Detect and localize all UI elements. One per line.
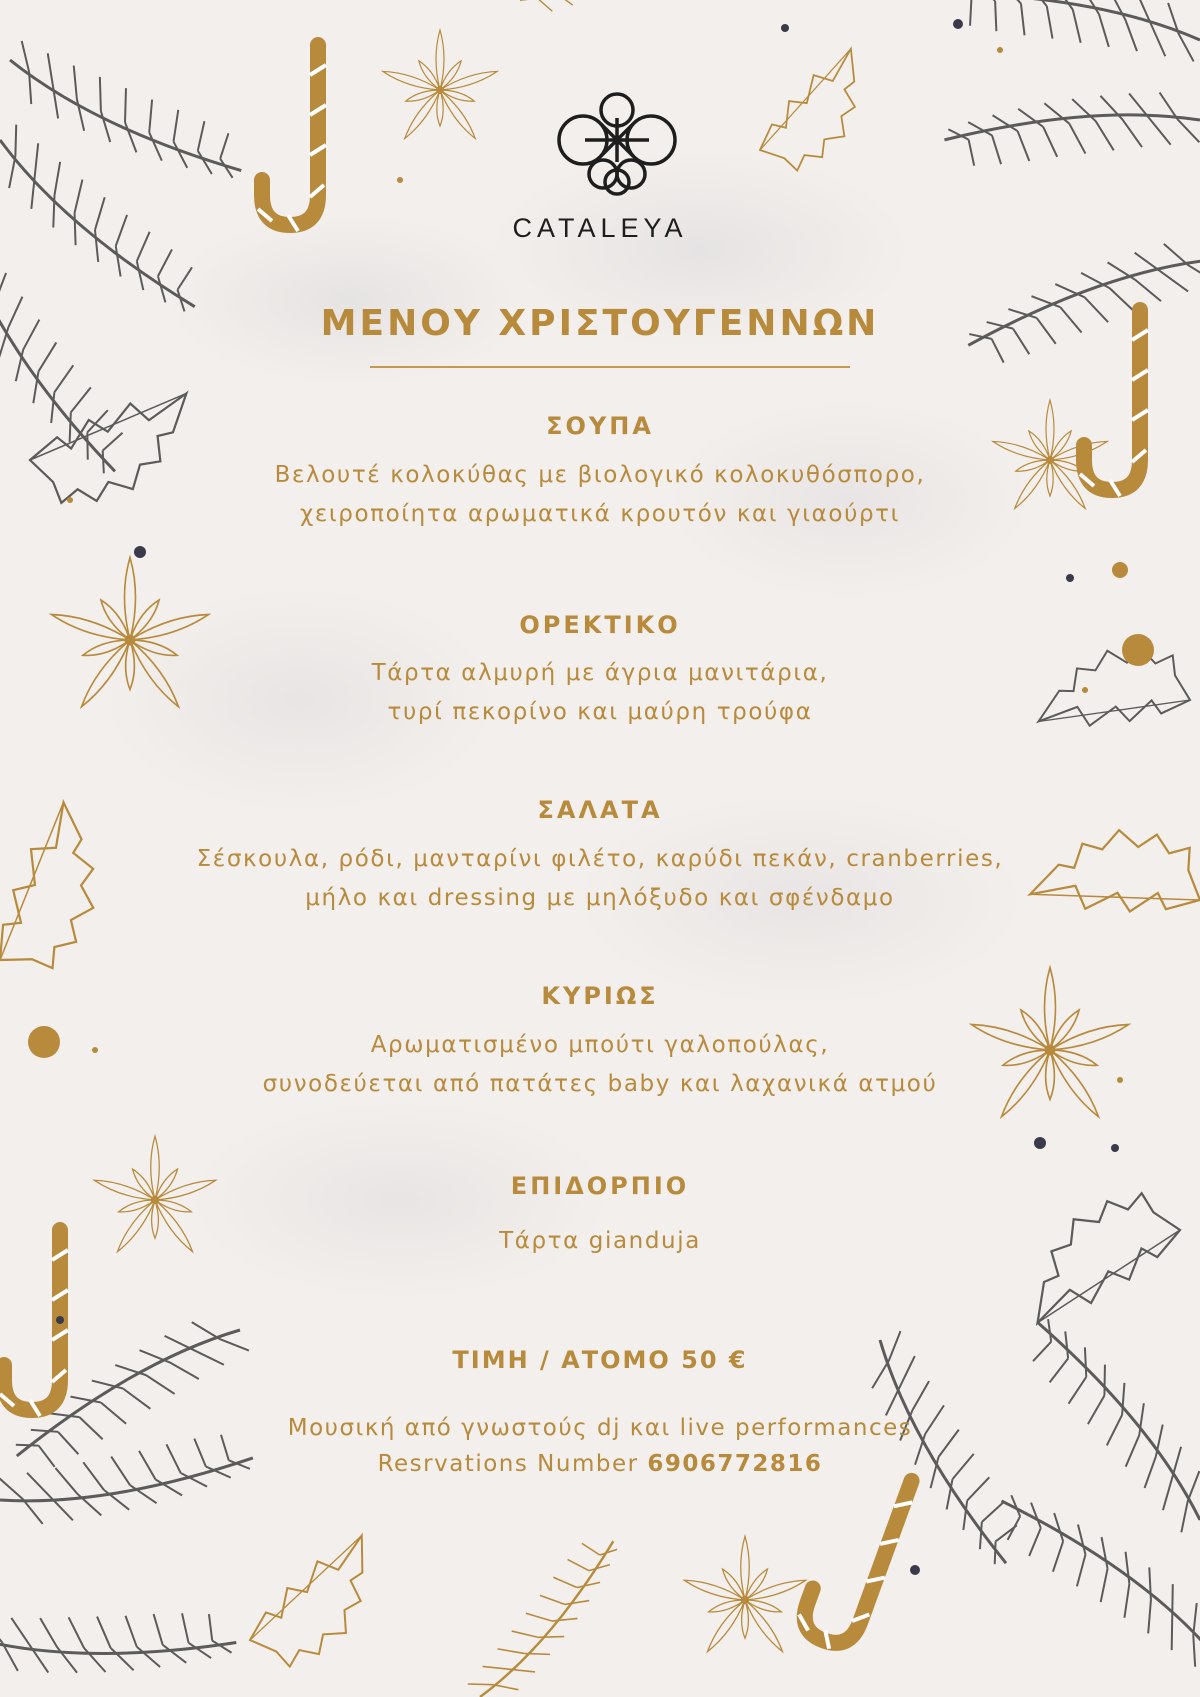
reservations-label: Resrvations Number [377, 1451, 639, 1477]
title-divider [370, 366, 850, 368]
salad-line-1: Σέσκουλα, ρόδι, μανταρίνι φιλέτο, καρύδι πεκάν, cranberries, [196, 846, 1004, 872]
soup-line-2: χειροποίητα αρωματικά κρουτόν και γιαούρτι [299, 501, 901, 527]
section-title-main: ΚΥΡΙΩΣ [541, 982, 659, 1010]
main-line-1: Αρωματισμένο μπούτι γαλοπούλας, [370, 1032, 830, 1058]
section-title-soup: ΣΟΥΠΑ [546, 412, 654, 440]
reservations-line [0, 1446, 1200, 1482]
main-line-2: συνοδεύεται από πατάτες baby και λαχανικά ατμού [262, 1071, 938, 1097]
appetizer-line-2: τυρί πεκορίνο και μαύρη τρούφα [387, 699, 813, 725]
footer [0, 1410, 1200, 1482]
reservations-phone[interactable]: 6906772816 [647, 1451, 823, 1477]
section-body-soup [0, 456, 1200, 534]
cataleya-logo-icon [555, 88, 680, 203]
dessert-line-1: Τάρτα gianduja [499, 1228, 701, 1254]
section-title-dessert: ΕΠΙΔΟΡΠΙΟ [510, 1172, 690, 1200]
section-body-dessert [0, 1222, 1200, 1261]
price-per-person: ΤΙΜΗ / ΑΤΟΜΟ 50 € [452, 1346, 748, 1374]
section-body-main [0, 1026, 1200, 1104]
brand-name: CATALEYA [512, 213, 688, 243]
section-body-appetizer [0, 654, 1200, 732]
music-note: Μουσική από γνωστούς dj και live performances [287, 1415, 913, 1441]
appetizer-line-1: Τάρτα αλμυρή με άγρια μανιτάρια, [371, 660, 829, 686]
salad-line-2: μήλο και dressing με μηλόξυδο και σφένδαμο [305, 885, 895, 911]
section-title-appetizer: ΟΡΕΚΤΙΚΟ [519, 611, 681, 639]
section-title-salad: ΣΑΛΑΤΑ [537, 796, 663, 824]
menu-title: ΜΕΝΟΥ ΧΡΙΣΤΟΥΓΕΝΝΩΝ [320, 303, 880, 344]
soup-line-1: Βελουτέ κολοκύθας με βιολογικό κολοκυθόσπορο, [274, 462, 926, 488]
section-body-salad [0, 840, 1200, 918]
